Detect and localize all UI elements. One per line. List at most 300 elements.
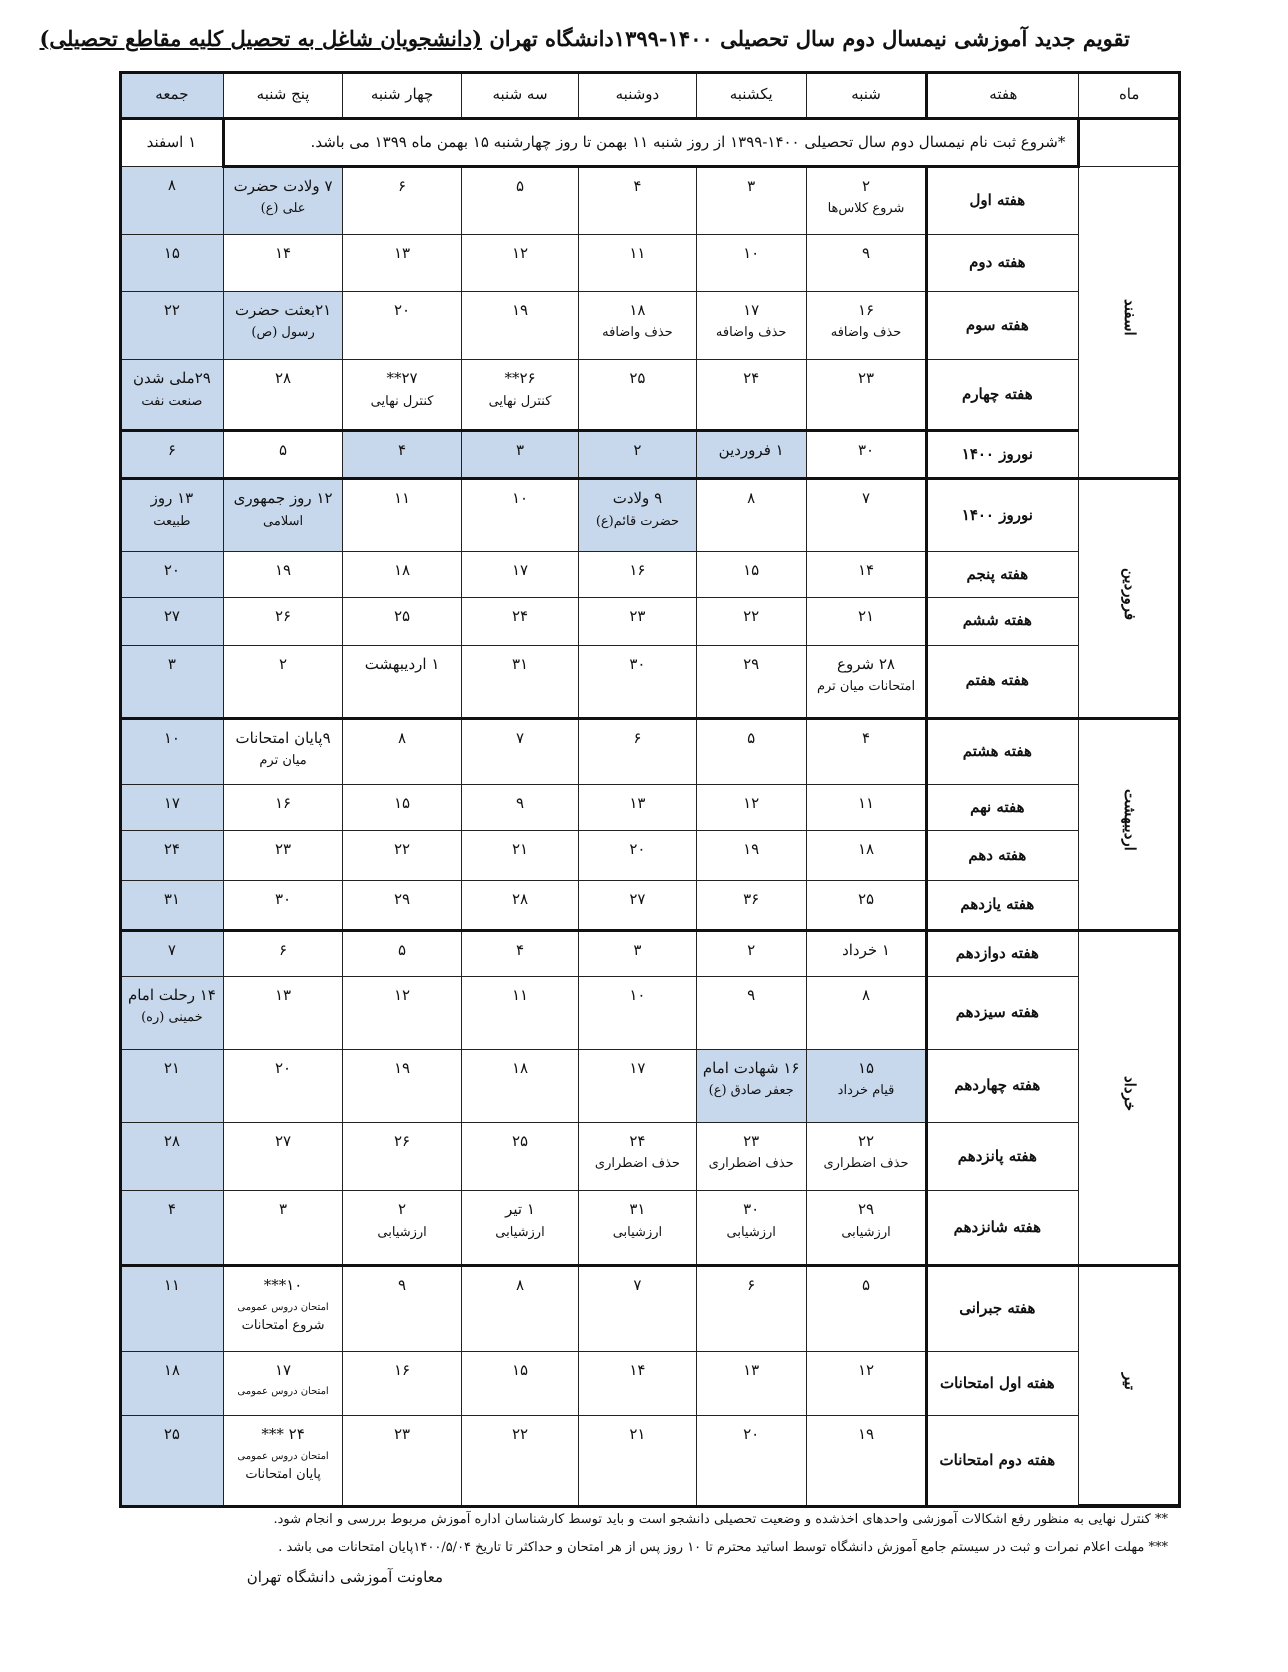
day-cell [121,881,224,931]
day-number: ۲۹ [857,1200,875,1219]
week-label: نوروز ۱۴۰۰ [927,479,1079,552]
day-cell [696,1416,806,1506]
day-cell [579,718,696,785]
day-event: کنترل نهایی [370,393,434,409]
day-cell [223,718,343,785]
day-cell [223,551,343,597]
day-cell [579,976,696,1049]
month-cell [1079,166,1180,478]
registration-note: *شروع ثبت نام نیمسال دوم سال تحصیلی ۱۴۰۰-۱۳۹۹ از روز شنبه ۱۱ بهمن تا روز چهارشنبه ۱۵ بهمن ماه ۱۳۹۹ می باشد. [223,118,1079,166]
month-label: فروردین [1120,567,1139,621]
day-number: ۱۵ [857,1058,875,1077]
day-cell [579,881,696,931]
signature: معاونت آموزشی دانشگاه تهران [246,1568,443,1586]
day-cell [696,976,806,1049]
day-cell [121,360,224,431]
day-number: ۱۹ [394,1058,411,1077]
day-number: ۱۱ [857,794,875,813]
day-number: ۲۷ [629,890,646,908]
week-label: هفته دوازدهم [927,930,1079,976]
day-cell [579,831,696,881]
day-subnote: امتحان دروس عمومی [237,1386,329,1398]
day-cell [343,718,461,785]
week-row [121,831,1180,881]
day-number: ۱ خرداد [842,940,890,959]
day-number: ۲۲ [163,300,180,319]
day-number: ۵ [398,940,407,959]
day-cell [579,1191,696,1266]
day-number: ۲۳ [743,1131,760,1150]
day-cell [223,479,343,552]
day-number: ۱ فروردین [718,441,784,460]
day-cell [461,1351,578,1416]
day-cell [579,1266,696,1351]
day-cell [121,976,224,1049]
day-cell [223,431,343,479]
day-number: ۱۷ [743,300,760,319]
day-number: ۹ [515,794,525,813]
day-cell [121,1266,224,1351]
day-cell [223,1049,343,1122]
day-number: ۲۵ [511,1131,529,1150]
day-event: ارزشیابی [495,1224,545,1240]
day-cell [223,1416,343,1506]
week-row [121,479,1180,552]
day-cell [461,645,578,718]
day-number: ۷ [515,728,525,747]
day-number: ۱۶ شهادت امام [702,1058,800,1077]
day-cell [343,551,461,597]
day-number: ۲۵ [394,606,411,625]
day-cell [579,1416,696,1506]
day-cell [806,831,927,881]
day-number: ۲۷** [386,369,418,388]
day-number: ۱۱ [511,985,529,1004]
day-number: ۱۶ [857,300,875,319]
day-event: علی (ع) [260,201,306,217]
day-cell [461,785,578,831]
day-number: ۱۰ [629,985,646,1004]
day-cell [223,235,343,291]
week-row [121,785,1180,831]
day-number: ۸ [861,985,871,1004]
day-cell [343,881,461,931]
day-cell [696,479,806,552]
day-number: ۶ [279,940,288,959]
week-row [121,1049,1180,1122]
day-number: ۸ [398,728,407,747]
day-number: ۲ [633,441,642,460]
day-cell [343,235,461,291]
week-row [121,718,1180,785]
week-row [121,976,1180,1049]
day-cell [121,1351,224,1416]
day-cell [121,597,224,645]
day-cell [121,1122,224,1191]
day-number: ۱۶ [275,794,292,813]
day-number: ۳ [747,176,756,195]
day-number: ۲۱بعثت حضرت [234,300,332,319]
day-number: ۶ [167,441,176,460]
day-number: ۱۷ [629,1058,646,1077]
day-number: ۱ اردیبهشت [364,654,440,673]
day-cell [223,1191,343,1266]
day-number: ۲۱ [163,1058,180,1077]
day-cell [696,881,806,931]
week-label: هفته هفتم [927,645,1079,718]
day-number: ۲۴ [163,840,180,859]
week-label: هفته چهارم [927,360,1079,431]
day-number: ۲۶ [275,606,292,625]
day-number: ۳۰ [629,654,646,673]
month-cell [1079,1266,1180,1506]
month-label: تیر [1120,1372,1139,1390]
academic-calendar-table [120,72,1180,1507]
day-number: ۹ [861,244,871,263]
day-number: ۱۹ [511,300,529,319]
day-number: ۱۳ [394,244,411,263]
day-number: ۲۱ [511,840,529,859]
day-cell [696,645,806,718]
day-cell [343,291,461,360]
registration-month-cell [1079,118,1180,166]
day-cell [121,645,224,718]
week-label: نوروز ۱۴۰۰ [927,431,1079,479]
day-cell [343,1122,461,1191]
day-number: ۲۵ [163,1425,180,1444]
day-cell [579,1049,696,1122]
title-main: تقویم جدید آموزشی نیمسال دوم سال تحصیلی ۱۴۰۰-۱۳۹۹دانشگاه تهران [482,26,1130,51]
day-number: ۴ [167,1200,176,1219]
day-cell [223,1351,343,1416]
day-cell [343,1416,461,1506]
day-cell [579,479,696,552]
day-cell [343,976,461,1049]
day-number: ۲۹ [743,654,760,673]
day-number: ۱۴ [629,1360,646,1379]
day-cell [461,881,578,931]
week-row [121,360,1180,431]
day-number: ۳ [515,441,525,460]
week-label: هفته دوم [927,235,1079,291]
day-number: ۵ [861,1276,871,1295]
day-number: ۱۳ [743,1360,760,1379]
header-thu: پنج شنبه [223,73,343,119]
day-cell [121,718,224,785]
day-number: ۱۰ [743,244,760,263]
week-row [121,1416,1180,1506]
header-mon: دوشنبه [579,73,696,119]
day-cell [223,881,343,931]
day-number: ۲۳ [275,840,292,859]
day-number: ۷ [861,489,871,508]
day-cell [343,645,461,718]
day-number: ۱۴ رحلت امام [127,985,216,1004]
day-cell [806,930,927,976]
day-number: ۱۳ [629,794,646,813]
day-cell [696,1049,806,1122]
day-number: ۱۵ [163,244,180,263]
week-row [121,551,1180,597]
day-number: ۱۸ [857,840,875,859]
day-number: ۱۹ [275,560,292,579]
day-number: ۲۷ [275,1131,292,1150]
day-number: ۱۲ روز جمهوری [233,489,333,508]
week-label: هفته اول امتحانات [927,1351,1079,1416]
day-cell [806,551,927,597]
day-cell [223,645,343,718]
day-event: حذف واضافه [830,325,902,341]
day-number: ۲۹ملی شدن [132,369,211,388]
day-number: ۸ [747,489,756,508]
day-cell [223,1266,343,1351]
day-number: ۲۴ [629,1131,646,1150]
day-event: قیام خرداد [837,1083,895,1099]
day-number: ۲۲ [857,1131,875,1150]
day-cell [696,597,806,645]
day-cell [696,1266,806,1351]
day-number: ۶ [633,728,642,747]
day-event: ارزشیابی [377,1224,427,1240]
week-label: هفته اول [927,166,1079,235]
day-cell [579,785,696,831]
day-cell [806,718,927,785]
month-cell [1079,479,1180,718]
day-cell [461,166,578,235]
day-cell [223,597,343,645]
day-subnote: امتحان دروس عمومی [237,1301,329,1313]
day-number: ۴ [861,728,871,747]
day-cell [461,551,578,597]
day-cell [696,166,806,235]
day-cell [579,360,696,431]
day-number: ۲ [279,654,288,673]
day-number: ۱۷ [163,794,180,813]
day-number: ۲۲ [743,606,760,625]
day-number: ۱۸ [163,1360,180,1379]
day-number: ۱۰*** [263,1276,303,1295]
day-cell [806,976,927,1049]
day-number: ۲۶ [394,1131,411,1150]
day-cell [806,645,927,718]
week-row [121,597,1180,645]
day-number: ۹ [747,985,756,1004]
page-title [39,26,1130,51]
day-number: ۲ [861,176,871,195]
day-number: ۵ [747,728,756,747]
day-number: ۱۹ [857,1425,875,1444]
month-cell [1079,930,1180,1265]
day-number: ۱۶ [394,1360,411,1379]
day-event: شروع امتحانات [241,1317,325,1333]
month-cell [1079,718,1180,930]
day-number: ۵ [515,176,525,195]
day-event: ارزشیابی [612,1224,663,1240]
week-label: هفته دوم امتحانات [927,1416,1079,1506]
day-number: ۴ [398,441,407,460]
day-cell [461,360,578,431]
day-event: میان ترم [259,753,307,769]
day-cell [806,881,927,931]
week-label: هفته جبرانی [927,1266,1079,1351]
day-cell [343,831,461,881]
day-number: ۳۶ [743,890,760,908]
day-number: ۱۳ [275,985,292,1004]
day-number: ۱۸ [511,1058,529,1077]
week-row [121,1351,1180,1416]
day-event: کنترل نهایی [488,393,552,409]
week-row [121,1266,1180,1351]
day-cell [696,1122,806,1191]
day-event: شروع کلاس‌ها [827,201,905,217]
day-number: ۱۶ [629,560,646,579]
day-number: ۱۵ [394,794,411,813]
day-cell [579,235,696,291]
day-number: ۱ تیر [505,1200,535,1219]
day-cell [579,930,696,976]
day-number: ۱۲ [743,794,760,813]
week-label: هفته یازدهم [927,881,1079,931]
day-cell [806,1266,927,1351]
day-number: ۷ [633,1276,642,1295]
day-event: حذف اضطراری [823,1156,909,1172]
day-cell [696,551,806,597]
day-cell [223,976,343,1049]
day-number: ۲۸ شروع [837,654,895,673]
registration-fri: ۱ اسفند [121,118,224,166]
week-label: هفته سیزدهم [927,976,1079,1049]
day-number: ۲۰ [629,840,646,859]
month-label: خرداد [1120,1076,1139,1112]
day-number: ۲۰ [743,1425,760,1444]
day-number: ۲۷ [163,606,180,625]
day-number: ۱۵ [511,1360,529,1379]
day-cell [343,431,461,479]
day-number: ۳۱ [511,654,529,673]
day-cell [461,431,578,479]
day-event: حذف اضطراری [708,1156,794,1172]
day-number: ۲۸ [275,369,292,388]
header-sat: شنبه [806,73,927,119]
day-number: ۳۰ [857,441,875,460]
header-wed: چهار شنبه [343,73,461,119]
day-cell [696,291,806,360]
day-event: اسلامی [263,513,304,529]
day-number: ۳ [633,940,642,959]
day-cell [696,718,806,785]
week-row [121,1191,1180,1266]
day-number: ۶ [747,1276,756,1295]
day-number: ۱۵ [743,560,760,579]
day-cell [461,479,578,552]
week-row [121,1122,1180,1191]
day-number: ۲۹ [394,890,411,908]
week-row [121,166,1180,235]
day-cell [461,597,578,645]
day-cell [343,597,461,645]
day-cell [223,930,343,976]
day-number: ۸ [167,175,176,194]
day-cell [343,360,461,431]
title-underlined: (دانشجویان شاغل به تحصیل کلیه مقاطع تحصیلی) [39,26,483,51]
day-event: جعفر صادق (ع) [708,1083,794,1099]
day-cell [461,1049,578,1122]
day-cell [223,291,343,360]
day-number: ۱۱ [163,1276,180,1295]
day-number: ۳۱ [163,890,180,908]
header-fri: جمعه [121,73,224,119]
day-number: ۱۴ [275,244,292,263]
week-label: هفته شانزدهم [927,1191,1079,1266]
day-number: ۵ [279,441,288,460]
footnote-1: ** کنترل نهایی به منظور رفع اشکالات آموزشی واحدهای اخذشده و وضعیت تحصیلی دانشجو است و باید توسط کارشناسان اداره آموزش مربوط بررسی و انجام شود. [273,1512,1168,1527]
day-cell [223,1122,343,1191]
day-cell [806,1416,927,1506]
day-number: ۲ [747,940,756,959]
header-month: ماه [1079,73,1180,119]
day-event: حضرت قائم(ع) [595,513,680,529]
day-cell [806,1049,927,1122]
day-cell [343,1351,461,1416]
day-cell [461,718,578,785]
day-number: ۱۱ [394,489,411,508]
day-number: ۹پایان امتحانات [235,728,331,747]
week-row [121,881,1180,931]
day-cell [461,235,578,291]
day-number: ۹ [398,1276,407,1295]
week-row [121,291,1180,360]
day-cell [121,166,224,235]
day-number: ۱۲ [857,1360,875,1379]
week-label: هفته پانزدهم [927,1122,1079,1191]
week-row [121,930,1180,976]
day-cell [223,785,343,831]
day-number: ۲۵ [629,369,646,388]
day-cell [461,976,578,1049]
day-cell [121,785,224,831]
day-cell [343,930,461,976]
day-number: ۲۰ [163,560,180,579]
day-cell [806,431,927,479]
day-cell [461,831,578,881]
day-cell [223,360,343,431]
day-number: ۳ [167,654,176,673]
day-cell [343,785,461,831]
header-sun: یکشنبه [696,73,806,119]
day-cell [461,1191,578,1266]
day-number: ۲۴ [511,606,529,625]
day-number: ۲۰ [394,300,411,319]
day-event: ارزشیابی [726,1224,776,1240]
day-number: ۲۵ [857,890,875,908]
day-cell [461,1266,578,1351]
day-cell [806,597,927,645]
day-event: رسول (ص) [251,325,315,341]
day-number: ۱۰ [511,489,529,508]
day-number: ۲۳ [857,369,875,388]
day-cell [579,291,696,360]
day-event: امتحانات میان ترم [816,679,916,695]
day-number: ۴ [515,940,525,959]
day-number: ۳۰ [743,1200,760,1219]
day-cell [806,785,927,831]
day-event: پایان امتحانات [245,1466,321,1482]
day-cell [343,166,461,235]
day-number: ۲۱ [857,606,875,625]
day-cell [696,431,806,479]
week-label: هفته پنجم [927,551,1079,597]
day-cell [121,1191,224,1266]
